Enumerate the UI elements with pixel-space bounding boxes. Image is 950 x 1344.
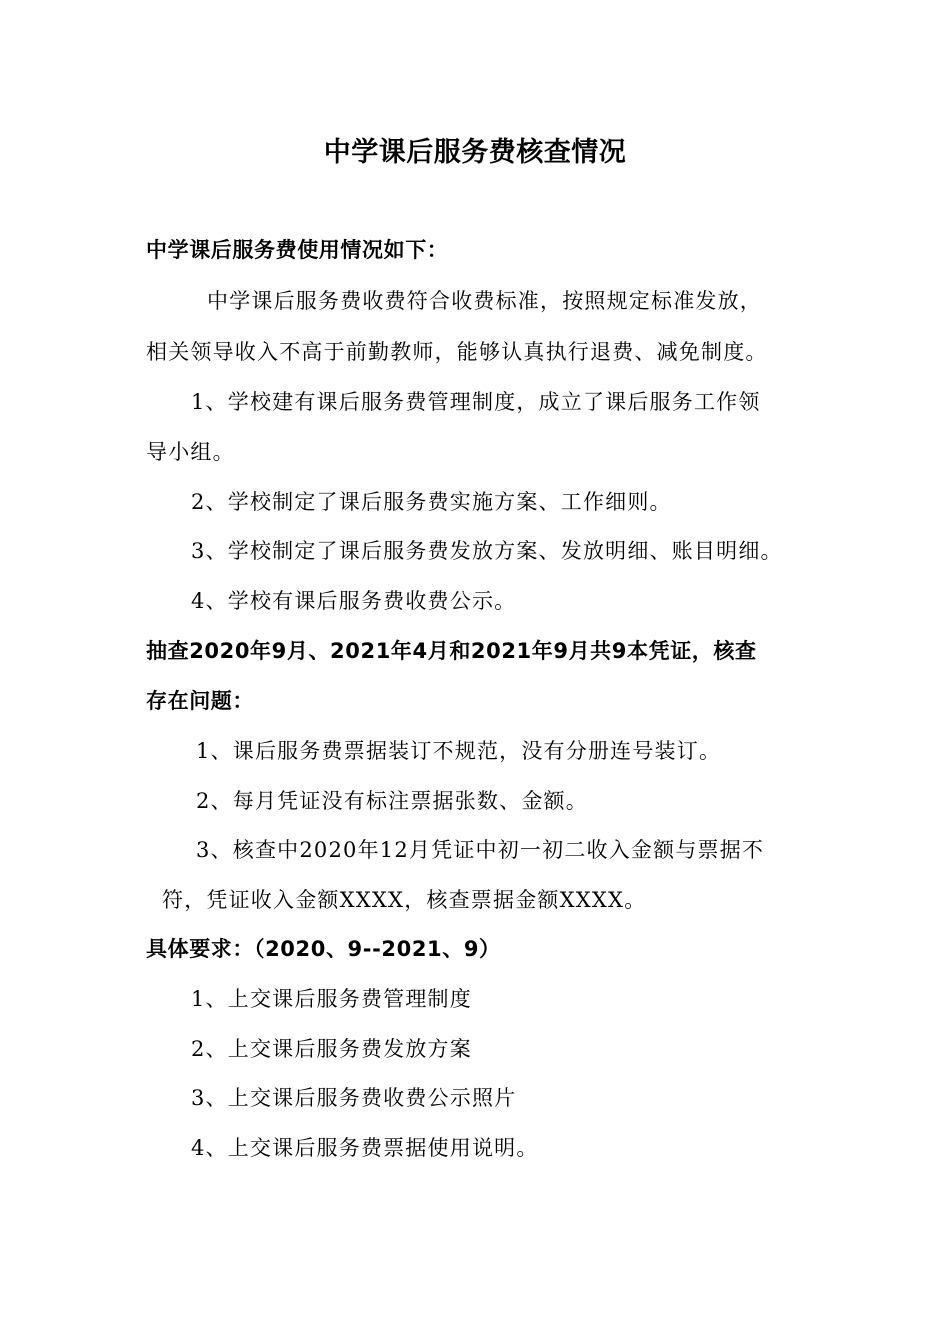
usage-intro-line2: 相关领导收入不高于前勤教师，能够认真执行退费、减免制度。 (146, 340, 768, 364)
issues-item3-line1: 3、核查中2020年12月凭证中初一初二收入金额与票据不 (196, 838, 765, 862)
usage-intro-line1: 中学课后服务费收费符合收费标准，按照规定标准发放， (207, 289, 762, 313)
issues-item3-line2: 符，凭证收入金额XXXX，核查票据金额XXXX。 (162, 888, 647, 912)
issues-heading-line1: 抽查2020年9月、2021年4月和2021年9月共9本凭证，核查 (146, 639, 757, 663)
requirements-item3: 3、上交课后服务费收费公示照片 (191, 1086, 517, 1110)
usage-item1-line2: 导小组。 (146, 440, 235, 464)
requirements-item1: 1、上交课后服务费管理制度 (191, 987, 472, 1011)
issues-heading-line2: 存在问题： (146, 689, 254, 713)
usage-item2: 2、学校制定了课后服务费实施方案、工作细则。 (191, 490, 672, 514)
usage-item4: 4、学校有课后服务费收费公示。 (191, 589, 517, 613)
usage-item3: 3、学校制定了课后服务费发放方案、发放明细、账目明细。 (191, 539, 783, 563)
document-title: 中学课后服务费核查情况 (323, 137, 627, 168)
usage-heading: 中学课后服务费使用情况如下： (146, 238, 449, 262)
requirements-item4: 4、上交课后服务费票据使用说明。 (191, 1136, 539, 1160)
usage-item1-line1: 1、学校建有课后服务费管理制度，成立了课后服务工作领 (191, 390, 761, 414)
issues-item1: 1、课后服务费票据装订不规范，没有分册连号装订。 (196, 739, 722, 763)
requirements-heading: 具体要求：（2020、9--2021、9） (146, 937, 501, 961)
issues-item2: 2、每月凭证没有标注票据张数、金额。 (196, 789, 588, 813)
requirements-item2: 2、上交课后服务费发放方案 (191, 1037, 472, 1061)
